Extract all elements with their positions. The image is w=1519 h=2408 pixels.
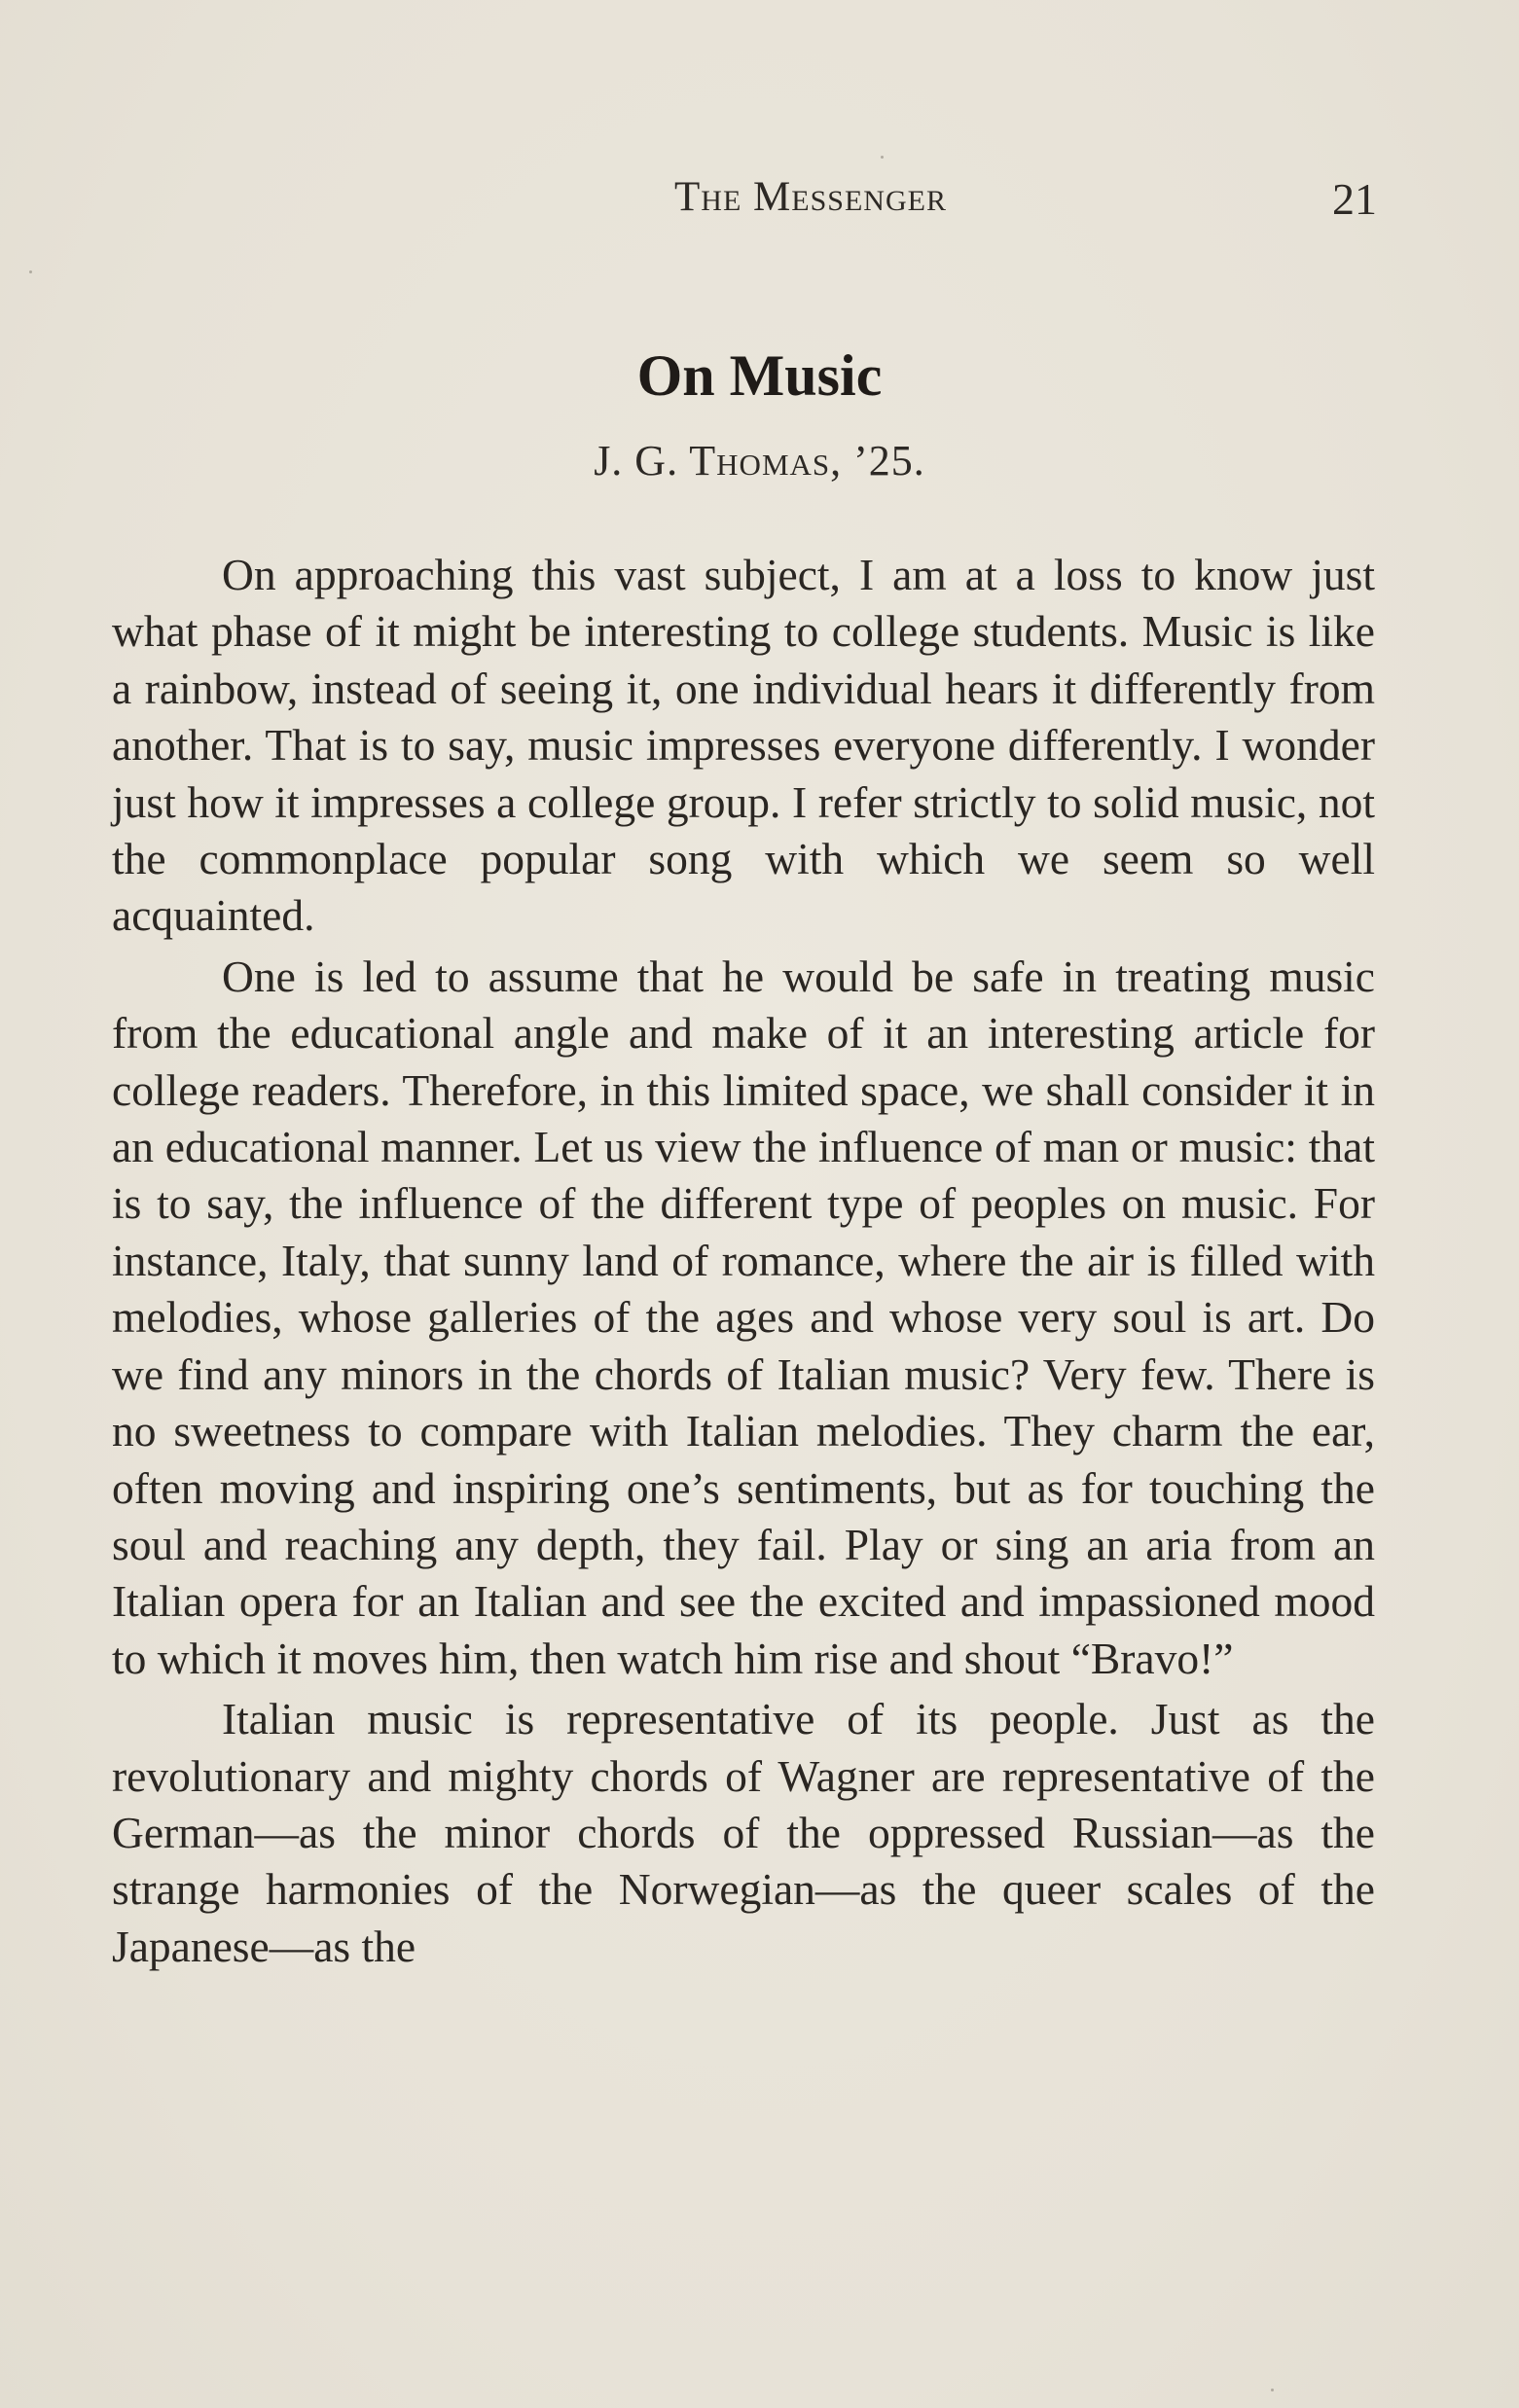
paper-speck [881, 156, 884, 159]
running-head [112, 173, 1377, 232]
journal-title: The Messenger [674, 174, 947, 220]
article-title: On Music [636, 343, 883, 408]
article-body [112, 547, 1375, 1975]
paper-speck [29, 270, 32, 273]
paper-speck [1271, 2389, 1274, 2391]
paragraph: One is led to assume that he would be safe in treating music from the educational angle and make of it an interesting article for college readers. Therefore, in this limited space, we shall consider it in an educational manner. Let us view the influence of man or music: that is to say, the influence of the different type of peoples on music. For instance, Italy, that sunny land of romance, where the air is filled with melodies, whose galleries of the ages and whose very soul is art. Do we find any minors in the chords of Italian music? Very few. There is no sweetness to compare with Italian melodies. They charm the ear, often moving and inspiring one’s sentiments, but as for touching the soul and reaching any depth, they fail. Play or sing an aria from an Italian opera for an Italian and see the excited and impassioned mood to which it moves him, then watch him rise and shout “Bravo!” [112, 951, 1375, 1683]
page-number: 21 [1332, 174, 1377, 224]
paragraph: On approaching this vast subject, I am at a loss to know just what phase of it might be interesting to college students. Music is like a rainbow, instead of seeing it, one individual hears it differently from another. That is to say, music impresses everyone differently. I wonder just how it impresses a college group. I refer strictly to solid music, not the commonplace popular song with which we seem so well acquainted. [112, 550, 1375, 941]
paragraph: Italian music is representative of its people. Just as the revolutionary and mighty chords of Wagner are representative of the German—as the minor chords of the oppressed Russian—as the strange harmonies of the Norwegian—as the queer scales of the Japanese—as the [112, 1694, 1375, 1971]
byline: J. G. Thomas, ’25. [594, 437, 925, 485]
